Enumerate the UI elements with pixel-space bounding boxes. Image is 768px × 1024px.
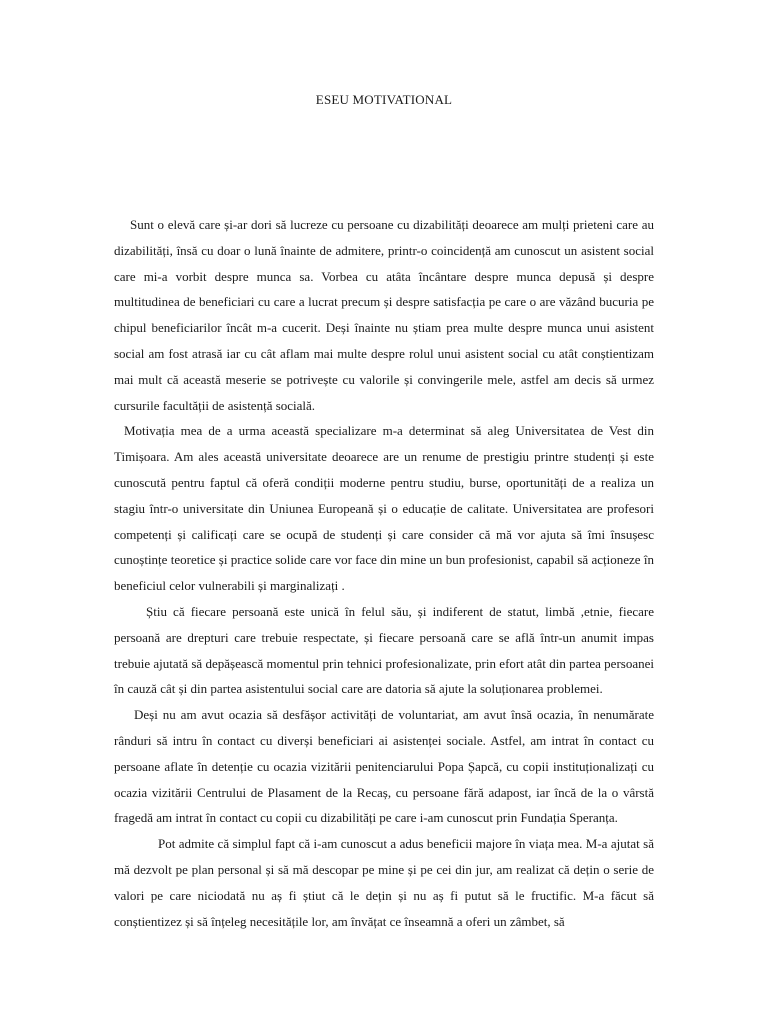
document-title: ESEU MOTIVATIONAL: [315, 92, 453, 107]
paragraph-benefits: Pot admite că simplul fapt că i-am cunoscut a adus beneficii majore în viața mea. M-a ajutat să mă dezvolt pe plan personal și să mă descopar pe mine și pe cei din jur, am realizat că dețin o serie de valori pe care niciodată nu aș fi știut că le dețin și nu aș fi putut să le fructific. M-a făcut să conștientizez și să înțeleg necesitățile lor, am învățat ce înseamnă a oferi un zâmbet, să: [114, 836, 654, 929]
paragraph-experience: Deși nu am avut ocazia să desfășor activități de voluntariat, am avut însă ocazia, în nenumărate rânduri să intru în contact cu diverși beneficiari ai asistenței sociale. Astfel, am intrat în contact cu persoane aflate în detenție cu ocazia vizitării penitenciarului Popa Șapcă, cu copii instituționalizați cu ocazia vizitării Centrului de Plasament de la Recaș, cu persoane fără adapost, iar încă de la o vârstă fragedă am intrat în contact cu copii cu dizabilități pe care i-am cunoscut prin Fundația Speranța.: [114, 707, 654, 826]
paragraph-university-motivation: Motivația mea de a urma această specializare m-a determinat să aleg Universitatea de Vest din Timișoara. Am ales această universitate deoarece are un renume de prestigiu printre studenți și este cunoscută pentru faptul că oferă condiții moderne pentru studiu, burse, oportunități de a realiza un stagiu într-o universitate din Uniunea Europeană și o educație de calitate. Universitatea are profesori competenți și calificați care se ocupă de studenți și care consider că mă vor ajuta să îmi însușesc cunoștințe teoretice și practice solide care vor face din mine un bun profesionist, capabil să acționeze în beneficiul celor vulnerabili și marginalizați .: [114, 423, 654, 594]
paragraph-intro: Sunt o elevă care și-ar dori să lucreze cu persoane cu dizabilități deoarece am mulți prieteni care au dizabilități, însă cu doar o lună înainte de admitere, printr-o coincidență am cunoscut un asistent social care mi-a vorbit despre munca sa. Vorbea cu atâta încântare despre munca depusă și despre multitudinea de beneficiari cu care a lucrat precum și despre satisfacția pe care o are văzând bucuria pe chipul beneficiarilor încât m-a cucerit. Deși înainte nu știam prea multe despre munca unui asistent social am fost atrasă iar cu cât aflam mai multe despre rolul unui asistent social cu atât conștientizam mai mult că această meserie se potrivește cu valorile și convingerile mele, astfel am decis să urmez cursurile facultății de asistență socială.: [114, 217, 654, 413]
paragraph-values: Știu că fiecare persoană este unică în felul său, și indiferent de statut, limbă ,etnie, fiecare persoană are drepturi care trebuie respectate, și fiecare persoană care se află într-un anumit impas trebuie ajutată să depășească momentul prin tehnici profesionalizate, prin efort atât din partea persoanei în cauză cât și din partea asistentului social care are datoria să ajute la soluționarea problemei.: [114, 603, 654, 697]
document-body: [114, 212, 654, 934]
